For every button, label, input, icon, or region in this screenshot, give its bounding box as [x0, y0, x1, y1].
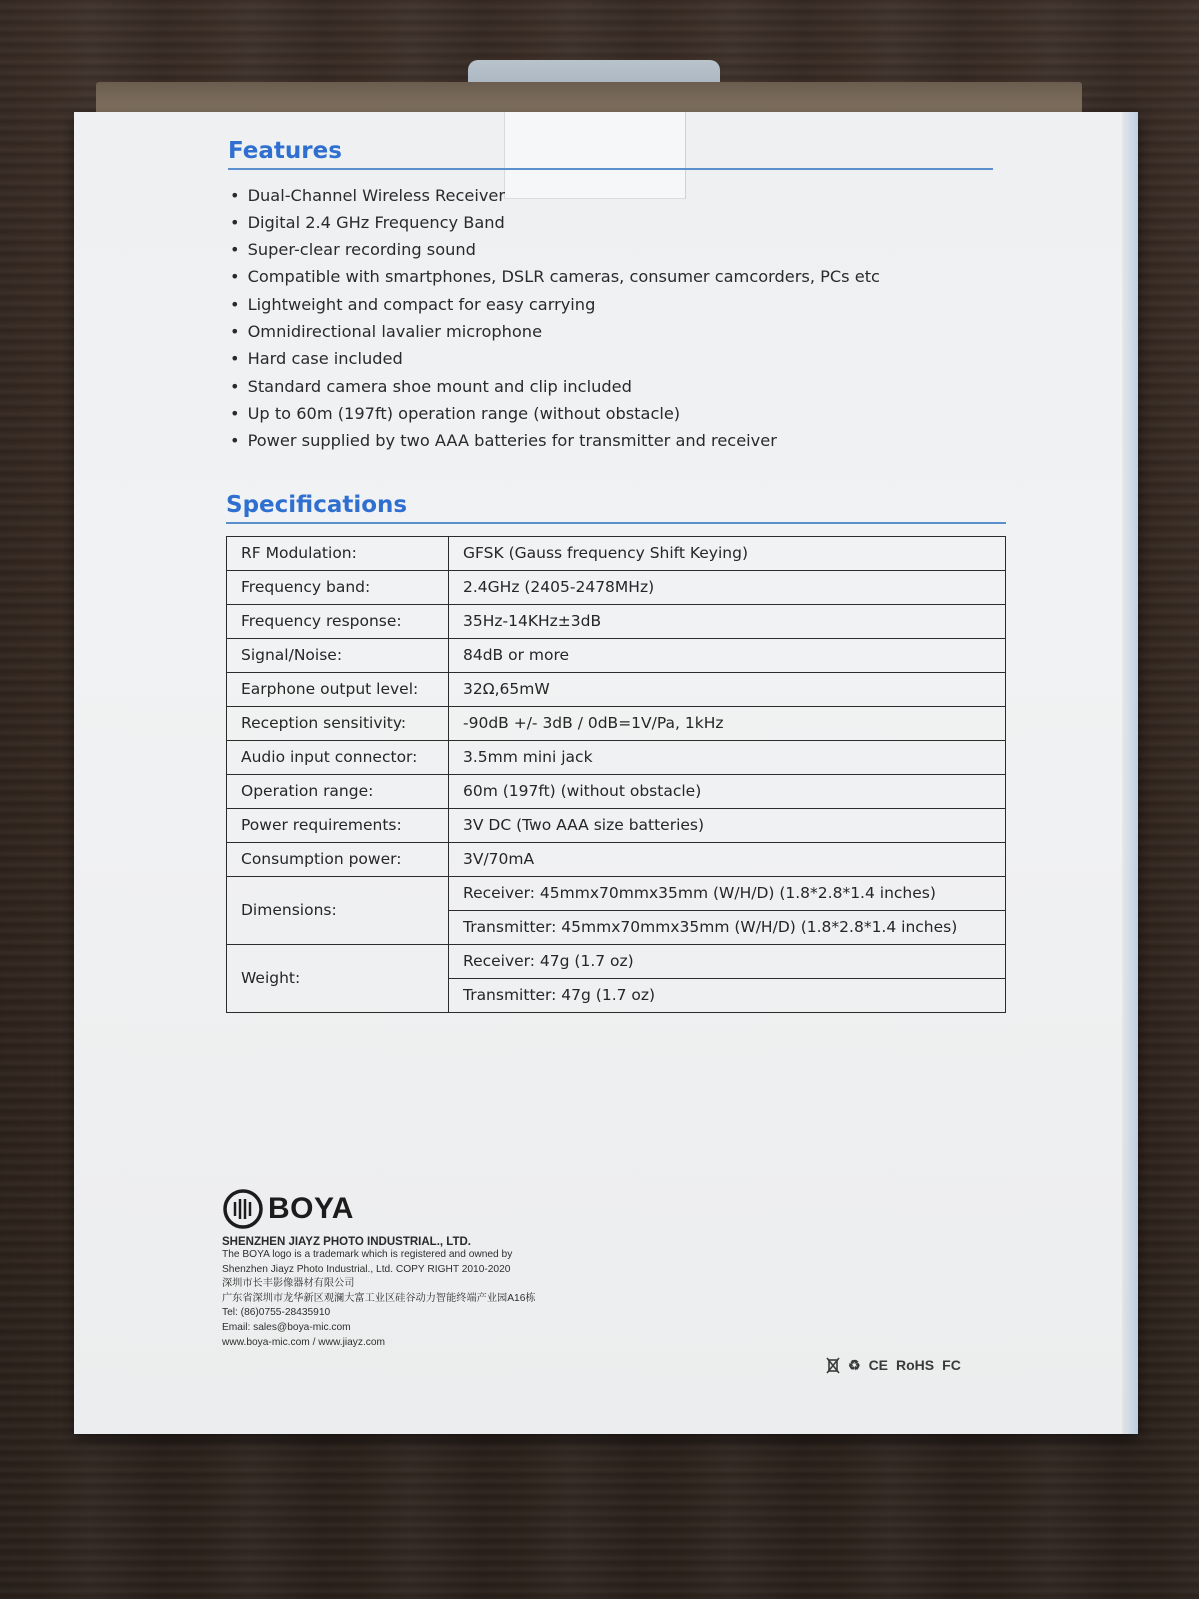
feature-item: • Up to 60m (197ft) operation range (without obstacle) — [230, 400, 1030, 427]
spec-value: 3V DC (Two AAA size batteries) — [449, 808, 1006, 842]
box-side-edge — [1122, 112, 1138, 1434]
table-row — [227, 638, 1006, 672]
fine-print-line: 广东省深圳市龙华新区观澜大富工业区硅谷动力智能终端产业园A16栋 — [222, 1292, 536, 1304]
certification-marks — [826, 1356, 961, 1374]
feature-item: • Lightweight and compact for easy carrying — [230, 291, 1030, 318]
spec-value: 2.4GHz (2405-2478MHz) — [449, 570, 1006, 604]
ce-mark: CE — [868, 1357, 889, 1373]
feature-item: • Power supplied by two AAA batteries for transmitter and receiver — [230, 427, 1030, 454]
spec-value: 32Ω,65mW — [449, 672, 1006, 706]
spec-label: Operation range: — [227, 774, 449, 808]
spec-label: Power requirements: — [227, 808, 449, 842]
fine-print-line: Shenzhen Jiayz Photo Industrial., Ltd. COPY RIGHT 2010-2020 — [222, 1263, 511, 1275]
fine-print-line: The BOYA logo is a trademark which is registered and owned by — [222, 1249, 513, 1260]
spec-label: Frequency band: — [227, 570, 449, 604]
table-row — [227, 706, 1006, 740]
spec-value: 3V/70mA — [449, 842, 1006, 876]
features-rule — [228, 168, 993, 170]
feature-item: • Compatible with smartphones, DSLR cameras, consumer camcorders, PCs etc — [230, 263, 1030, 290]
spec-label: Consumption power: — [227, 842, 449, 876]
spec-label: Frequency response: — [227, 604, 449, 638]
table-row — [227, 808, 1006, 842]
spec-value: 60m (197ft) (without obstacle) — [449, 774, 1006, 808]
feature-item: • Dual-Channel Wireless Receiver — [230, 182, 1030, 209]
fine-print-line: 深圳市长丰影像器材有限公司 — [222, 1278, 355, 1290]
feature-item: • Digital 2.4 GHz Frequency Band — [230, 209, 1030, 236]
spec-label: RF Modulation: — [227, 536, 449, 570]
table-row — [227, 740, 1006, 774]
spec-label: Audio input connector: — [227, 740, 449, 774]
boya-logo — [222, 1188, 536, 1230]
table-row — [227, 842, 1006, 876]
spec-value: 84dB or more — [449, 638, 1006, 672]
fine-print-line: Email: sales@boya-mic.com — [222, 1321, 351, 1333]
specifications-table — [226, 536, 1006, 1013]
table-row — [227, 536, 1006, 570]
spec-value-weight-transmitter: Transmitter: 47g (1.7 oz) — [449, 978, 1006, 1012]
feature-item: • Hard case included — [230, 345, 1030, 372]
spec-value: 3.5mm mini jack — [449, 740, 1006, 774]
fine-print — [222, 1248, 536, 1350]
feature-item: • Omnidirectional lavalier microphone — [230, 318, 1030, 345]
brand-block — [222, 1188, 536, 1350]
spec-value-dimensions-receiver: Receiver: 45mmx70mmx35mm (W/H/D) (1.8*2.8*1.4 inches) — [449, 876, 1006, 910]
spec-value: 35Hz-14KHz±3dB — [449, 604, 1006, 638]
spec-value-dimensions-transmitter: Transmitter: 45mmx70mmx35mm (W/H/D) (1.8*2.8*1.4 inches) — [449, 910, 1006, 944]
features-title: Features — [228, 138, 342, 164]
specifications-title: Specifications — [226, 492, 408, 519]
fine-print-line: Tel: (86)0755-28435910 — [222, 1307, 331, 1319]
company-name: SHENZHEN JIAYZ PHOTO INDUSTRIAL., LTD. — [222, 1236, 471, 1248]
spec-value-weight-receiver: Receiver: 47g (1.7 oz) — [449, 944, 1006, 978]
fine-print-line: www.boya-mic.com / www.jiayz.com — [222, 1336, 386, 1348]
features-list — [226, 182, 1030, 455]
spec-label-dimensions: Dimensions: — [227, 876, 449, 944]
table-row — [227, 570, 1006, 604]
rohs-mark: RoHS — [896, 1357, 935, 1373]
table-row — [227, 604, 1006, 638]
spec-label: Earphone output level: — [227, 672, 449, 706]
feature-item: • Standard camera shoe mount and clip included — [230, 373, 1030, 400]
recycle-icon: ♻︎ — [848, 1356, 861, 1373]
table-row — [227, 672, 1006, 706]
spec-value: GFSK (Gauss frequency Shift Keying) — [449, 536, 1006, 570]
spec-label: Signal/Noise: — [227, 638, 449, 672]
spec-value: -90dB +/- 3dB / 0dB=1V/Pa, 1kHz — [449, 706, 1006, 740]
table-row — [227, 774, 1006, 808]
fc-mark: FC — [942, 1357, 961, 1373]
boya-logo-icon — [222, 1188, 264, 1230]
feature-item: • Super-clear recording sound — [230, 236, 1030, 263]
weee-bin-icon — [826, 1356, 840, 1374]
specifications-rule — [226, 522, 1006, 524]
table-row — [227, 876, 1006, 910]
boya-logo-text: BOYA — [268, 1192, 354, 1225]
spec-label-weight: Weight: — [227, 944, 449, 1012]
spec-label: Reception sensitivity: — [227, 706, 449, 740]
box-content — [150, 138, 1030, 1013]
table-row — [227, 944, 1006, 978]
